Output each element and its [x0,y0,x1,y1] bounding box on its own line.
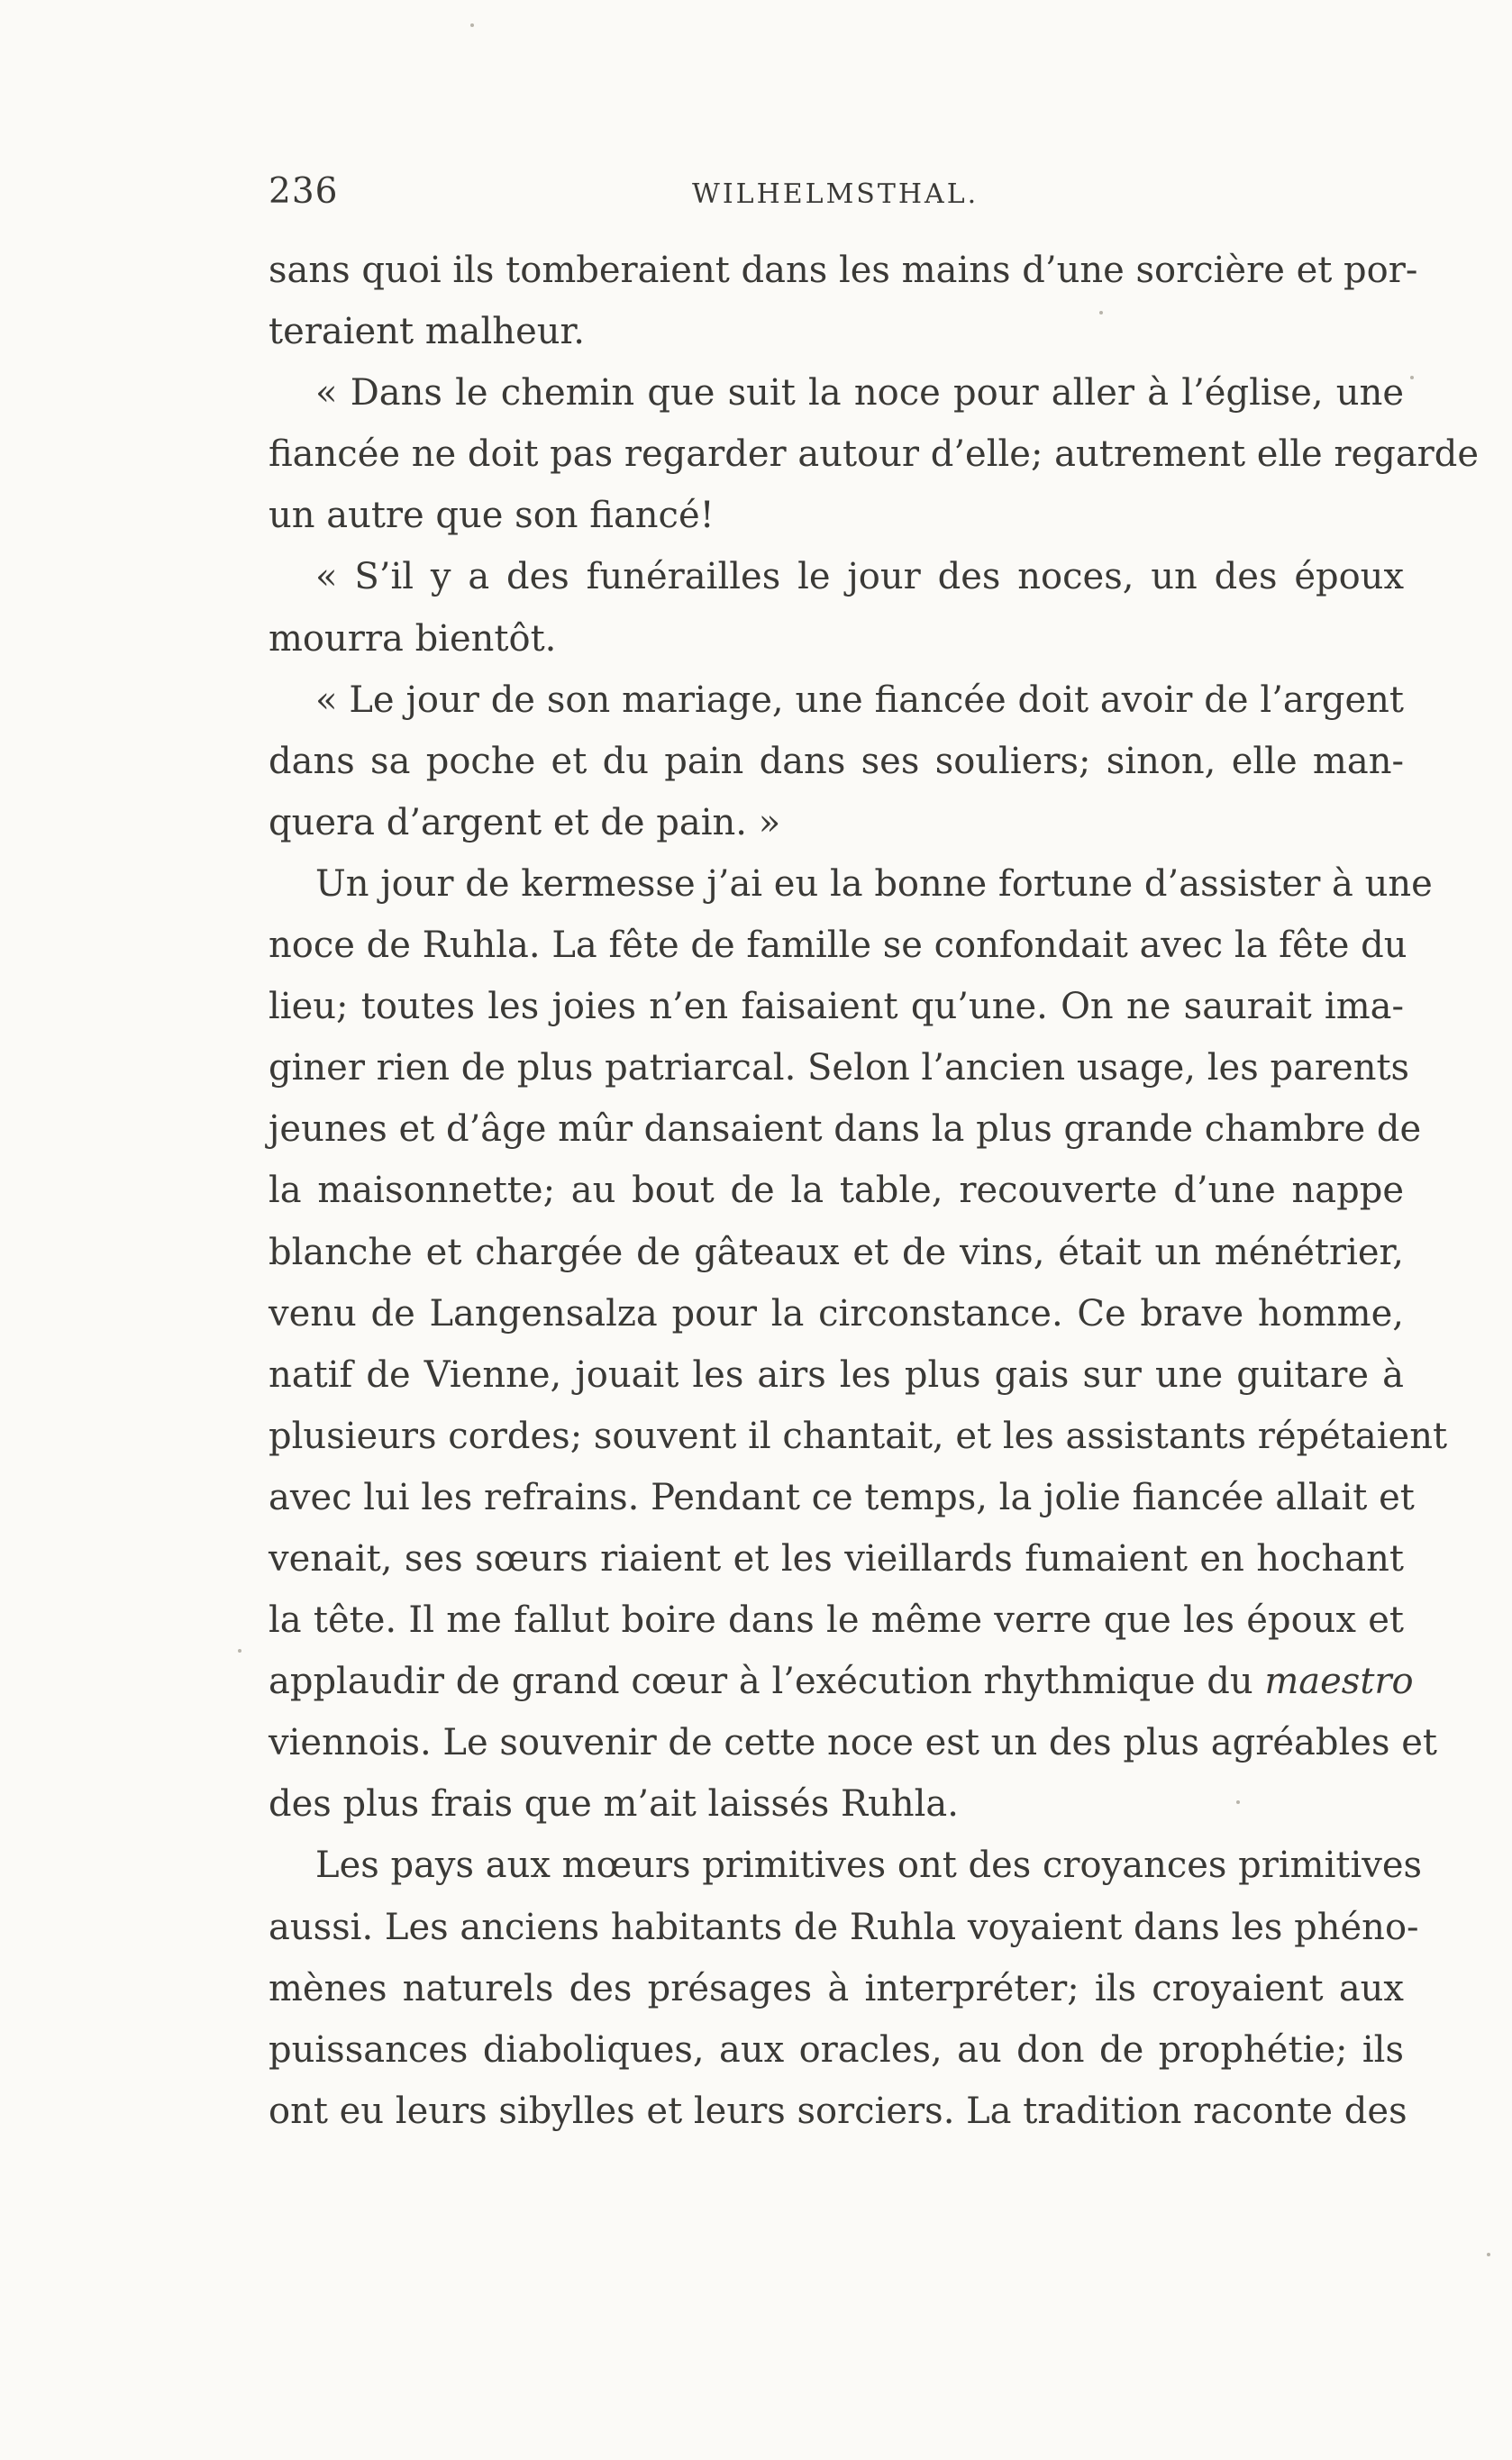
paper-speck [1236,1800,1240,1804]
text-line: fiancée ne doit pas regarder autour d’elle; autrement elle regarde [269,433,1480,476]
text-line: mènes naturels des présages à interpréter; ils croyaient aux [269,1967,1404,2009]
text-line: la tête. Il me fallut boire dans le même verre que les époux et [269,1599,1404,1642]
italic-word: maestro [1264,1661,1414,1703]
text-line: teraient malheur. [269,311,585,353]
text-line: « Le jour de son mariage, une fiancée doit avoir de l’argent [315,679,1404,721]
running-title: WILHELMSTHAL. [692,178,979,210]
text-line: quera d’argent et de pain. » [269,801,781,843]
text-line: aussi. Les anciens habitants de Ruhla voyaient dans les phéno- [269,1906,1419,1948]
text-line: « S’il y a des funérailles le jour des noces, un des époux [315,556,1404,598]
paper-speck [470,23,474,27]
text-line: Les pays aux mœurs primitives ont des croyances primitives [315,1845,1423,1887]
text-line: venu de Langensalza pour la circonstance. Ce brave homme, [269,1292,1404,1335]
text-line: venait, ses sœurs riaient et les vieillards fumaient en hochant [269,1537,1404,1580]
paper-speck [238,1649,241,1653]
text-line: puissances diaboliques, aux oracles, au don de prophétie; ils [269,2028,1404,2071]
text-line: Un jour de kermesse j’ai eu la bonne fortune d’assister à une [315,862,1433,905]
text-line: jeunes et d’âge mûr dansaient dans la plus grande chambre de [269,1108,1422,1151]
paper-speck [1410,376,1414,379]
text-line: blanche et chargée de gâteaux et de vins, était un ménétrier, [269,1231,1404,1273]
text-line [269,1651,1414,1712]
text-line: un autre que son fiancé! [269,495,715,537]
page-number: 236 [269,171,339,212]
text-line: avec lui les refrains. Pendant ce temps, la jolie fiancée allait et [269,1476,1415,1518]
text-line: ont eu leurs sibylles et leurs sorciers. La tradition raconte des [269,2090,1407,2132]
paper-speck [1099,311,1103,314]
page-header [269,171,1404,216]
text-line-main: applaudir de grand cœur à l’exécution rhythmique du [269,1661,1253,1703]
text-line: sans quoi ils tomberaient dans les mains d’une sorcière et por- [269,250,1418,291]
text-line: plusieurs cordes; souvent il chantait, et les assistants répétaient [269,1415,1448,1457]
text-line: « Dans le chemin que suit la noce pour aller à l’église, une [315,372,1404,415]
text-line: giner rien de plus patriarcal. Selon l’ancien usage, les parents [269,1047,1410,1089]
body-text [269,240,1480,2142]
text-line: viennois. Le souvenir de cette noce est un des plus agréables et [269,1722,1437,1764]
text-line: des plus frais que m’ait laissés Ruhla. [269,1783,959,1826]
text-line: noce de Ruhla. La fête de famille se confondait avec la fête du [269,925,1407,967]
text-line: natif de Vienne, jouait les airs les plus gais sur une guitare à [269,1353,1404,1396]
text-line: mourra bientôt. [269,617,557,660]
text-line: la maisonnette; au bout de la table, recouverte d’une nappe [269,1170,1404,1212]
paper-speck [1487,2253,1490,2256]
text-line: dans sa poche et du pain dans ses souliers; sinon, elle man- [269,740,1404,782]
text-line: lieu; toutes les joies n’en faisaient qu’une. On ne saurait ima- [269,986,1404,1028]
